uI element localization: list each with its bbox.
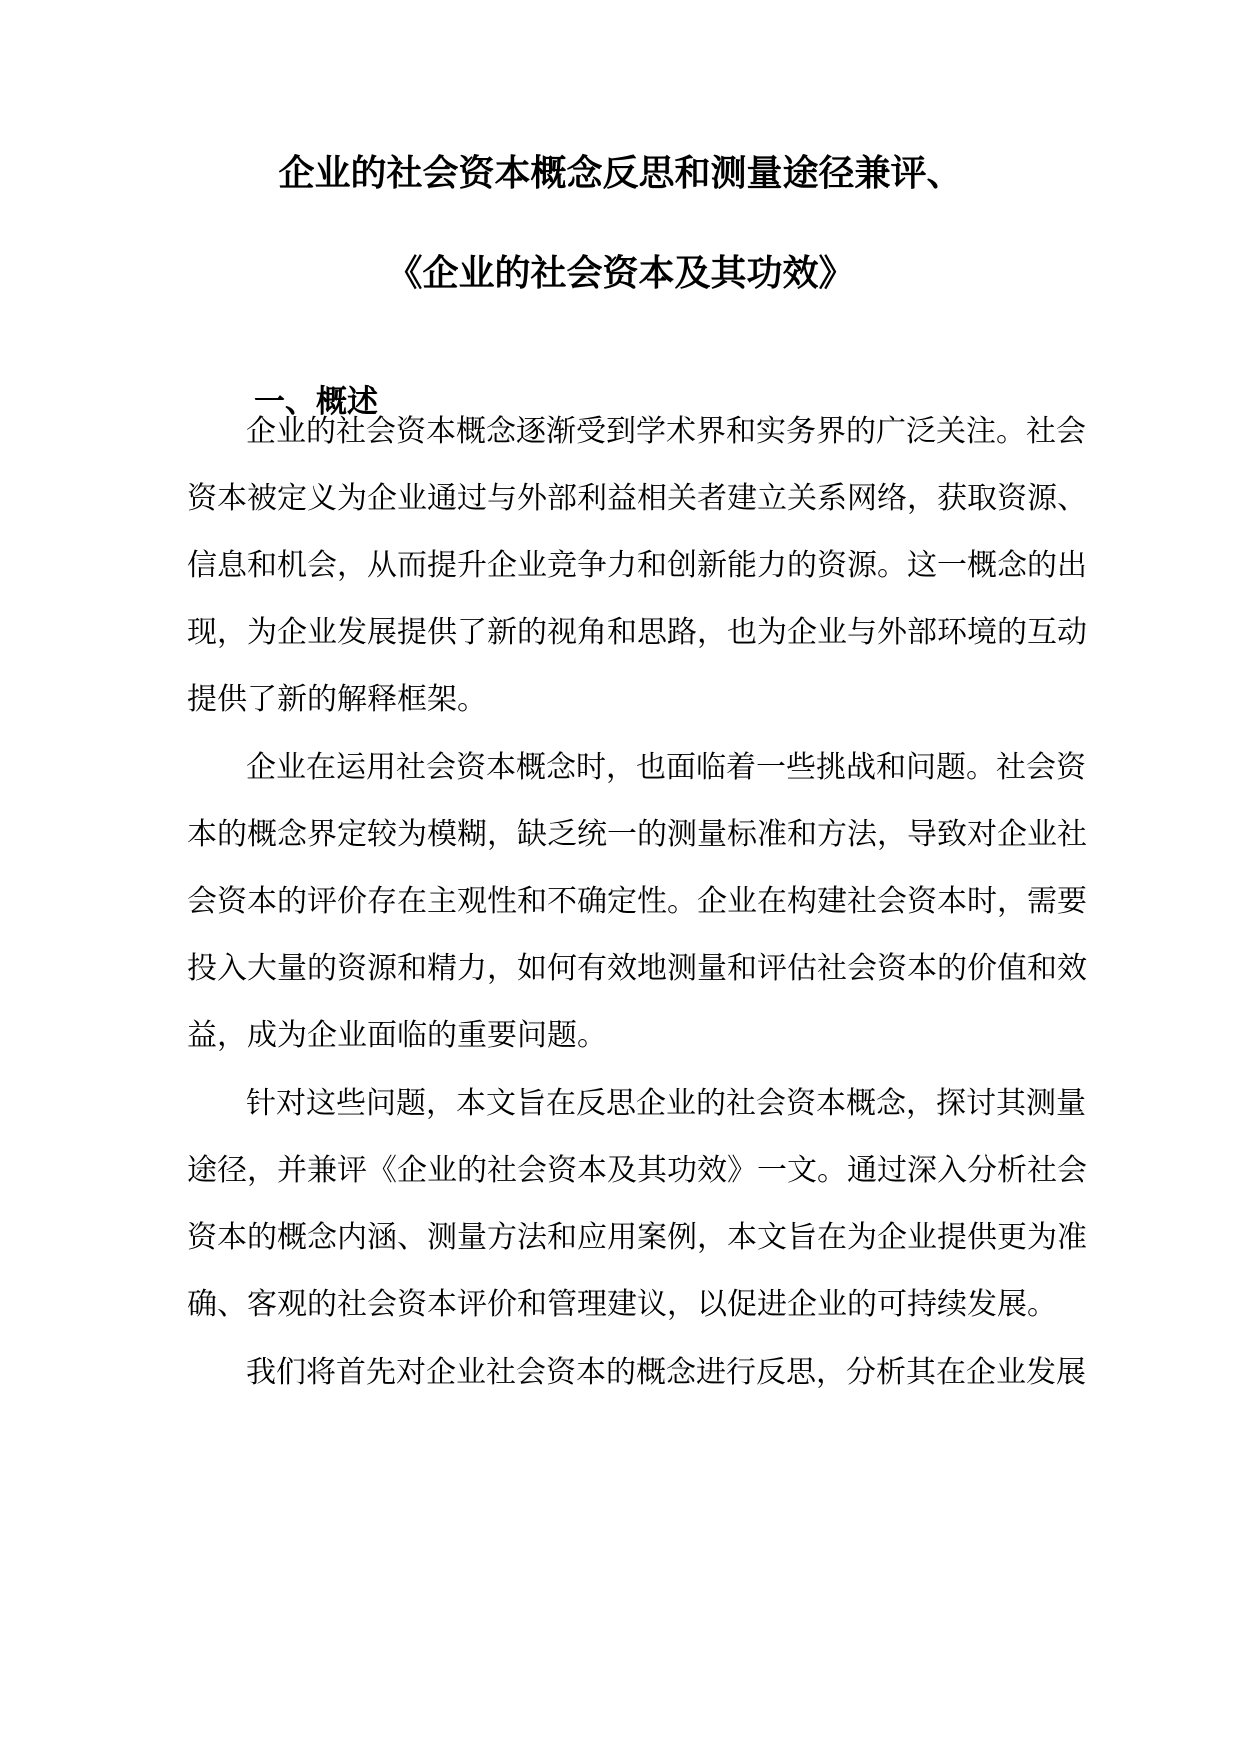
paragraph-4-line-1: 我们将首先对企业社会资本的概念进行反思，分析其在企业发展	[246, 1355, 1086, 1390]
section-heading: 一、概述	[254, 384, 378, 420]
paragraph-2-line-1: 企业在运用社会资本概念时，也面临着一些挑战和问题。社会资	[246, 750, 1086, 785]
paragraph-1-line-4: 现，为企业发展提供了新的视角和思路，也为企业与外部环境的互动	[187, 615, 1087, 650]
paragraph-3-line-1: 针对这些问题，本文旨在反思企业的社会资本概念，探讨其测量	[246, 1086, 1086, 1121]
paragraph-2-line-3: 会资本的评价存在主观性和不确定性。企业在构建社会资本时，需要	[187, 884, 1087, 919]
document-title-line-2: 《企业的社会资本及其功效》	[386, 253, 855, 294]
paragraph-3-line-4: 确、客观的社会资本评价和管理建议，以促进企业的可持续发展。	[187, 1287, 1057, 1322]
paragraph-1-line-5: 提供了新的解释框架。	[187, 682, 487, 717]
paragraph-1-line-1: 企业的社会资本概念逐渐受到学术界和实务界的广泛关注。社会	[246, 414, 1086, 449]
paragraph-1-line-3: 信息和机会，从而提升企业竞争力和创新能力的资源。这一概念的出	[187, 548, 1087, 583]
paragraph-3-line-2: 途径，并兼评《企业的社会资本及其功效》一文。通过深入分析社会	[187, 1153, 1087, 1188]
document-title-line-1: 企业的社会资本概念反思和测量途径兼评、	[278, 153, 963, 194]
paragraph-2-line-4: 投入大量的资源和精力，如何有效地测量和评估社会资本的价值和效	[187, 951, 1087, 986]
paragraph-3-line-3: 资本的概念内涵、测量方法和应用案例，本文旨在为企业提供更为准	[187, 1220, 1087, 1255]
paragraph-1-line-2: 资本被定义为企业通过与外部利益相关者建立关系网络，获取资源、	[187, 481, 1087, 516]
paragraph-2-line-2: 本的概念界定较为模糊，缺乏统一的测量标准和方法，导致对企业社	[187, 817, 1087, 852]
paragraph-2-line-5: 益，成为企业面临的重要问题。	[187, 1018, 607, 1053]
